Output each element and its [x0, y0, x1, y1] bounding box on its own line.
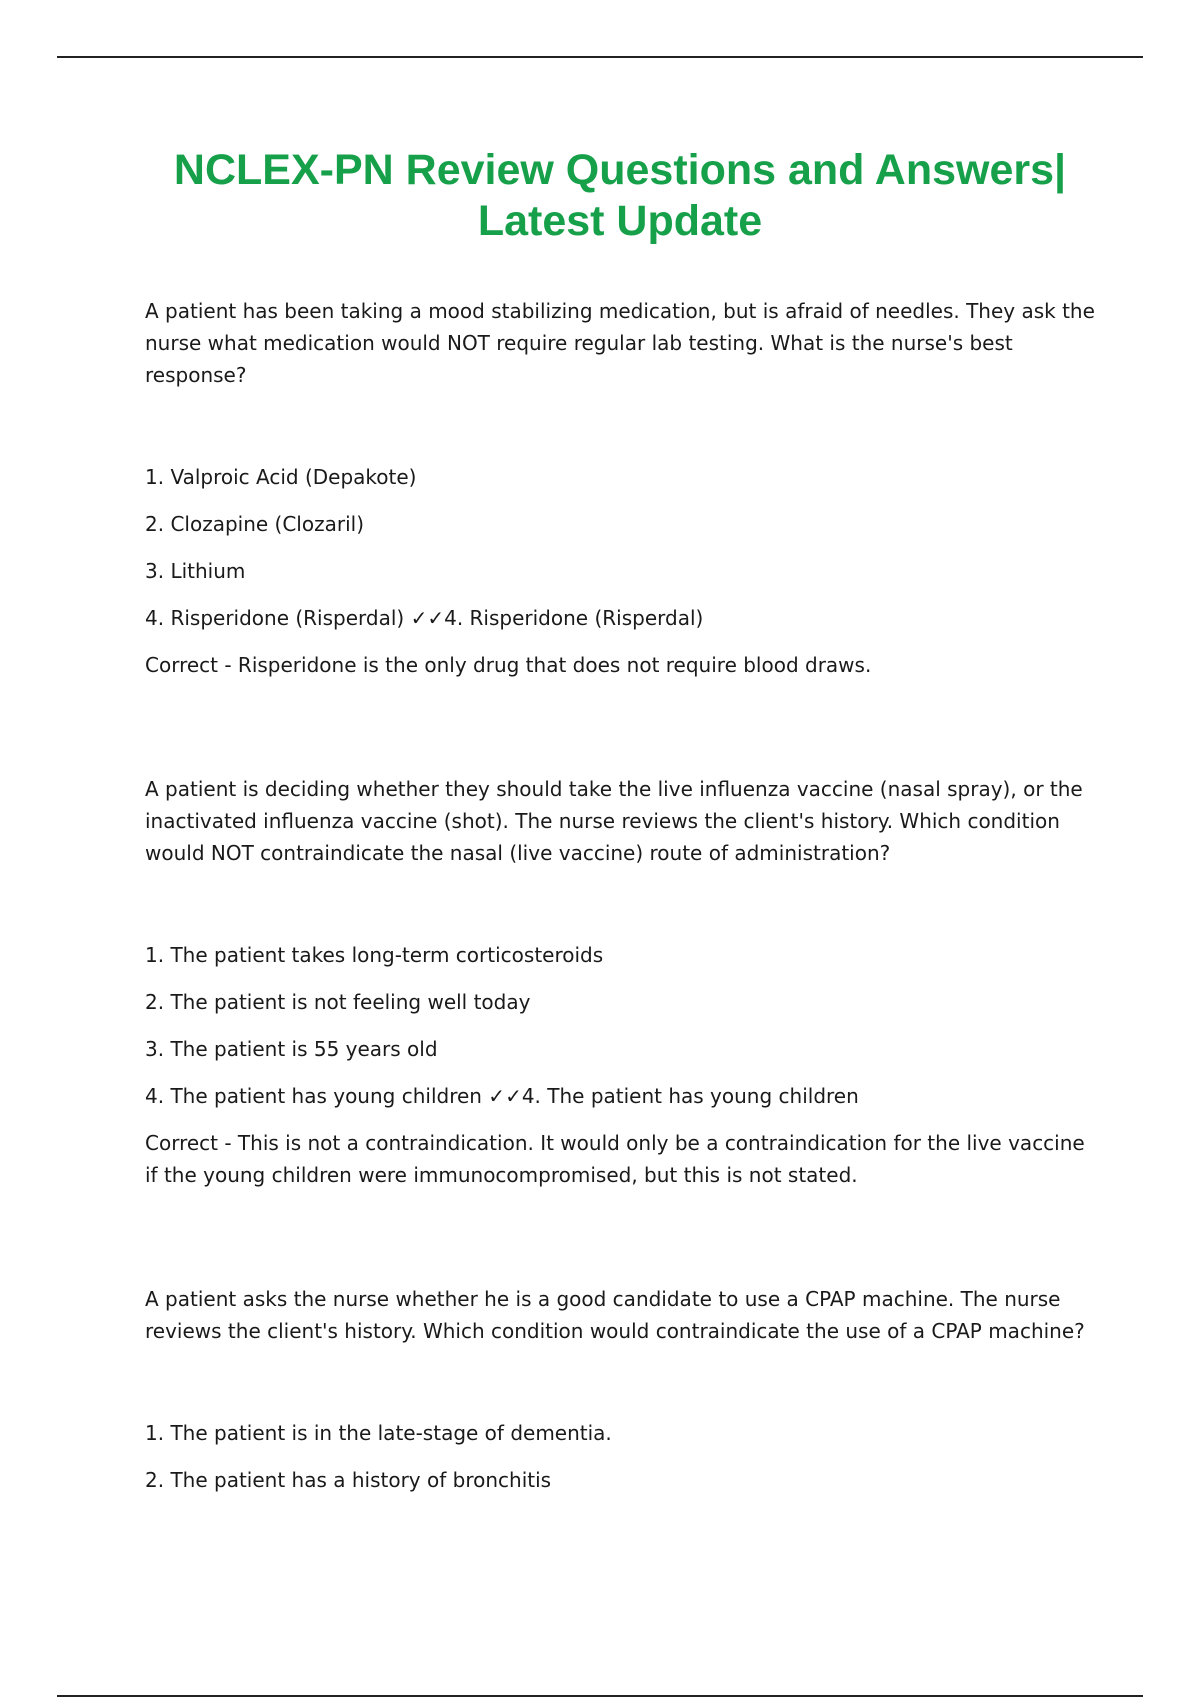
answer-option: 2. Clozapine (Clozaril): [145, 512, 364, 536]
answer-option-correct: 4. Risperidone (Risperdal) ✓✓4. Risperidone (Risperdal): [145, 606, 704, 630]
answer-option: 1. The patient takes long-term corticosteroids: [145, 943, 604, 967]
bottom-rule: [57, 1695, 1143, 1697]
answer-option: 3. Lithium: [145, 559, 246, 583]
question-text: A patient is deciding whether they should take the live influenza vaccine (nasal spray), or the inactivated influenza vaccine (shot). The nurse reviews the client's history. Which condition would NOT contraindicate the nasal (live vaccine) route of administration?: [145, 777, 1083, 865]
answer-rationale: Correct - This is not a contraindication. It would only be a contraindication for the live vaccine if the young children were immunocompromised, but this is not stated.: [145, 1131, 1085, 1187]
top-rule: [57, 56, 1143, 58]
document-title-line-2: Latest Update: [477, 197, 763, 245]
answer-rationale: Correct - Risperidone is the only drug that does not require blood draws.: [145, 653, 872, 677]
question-text: A patient asks the nurse whether he is a good candidate to use a CPAP machine. The nurse reviews the client's history. Which condition would contraindicate the use of a CPAP machine?: [145, 1287, 1085, 1343]
answer-option: 1. The patient is in the late-stage of dementia.: [145, 1421, 612, 1445]
question-block-2: [145, 773, 1095, 1191]
answer-option: 1. Valproic Acid (Depakote): [145, 465, 417, 489]
answer-option: 2. The patient has a history of bronchitis: [145, 1468, 552, 1492]
answer-option: 2. The patient is not feeling well today: [145, 990, 531, 1014]
question-block-1: [145, 295, 1095, 681]
question-block-3: [145, 1283, 1095, 1496]
answer-option: 3. The patient is 55 years old: [145, 1037, 438, 1061]
question-text: A patient has been taking a mood stabilizing medication, but is afraid of needles. They ask the nurse what medication would NOT require regular lab testing. What is the nurse's best response?: [145, 299, 1095, 387]
document-title: [100, 145, 1140, 247]
document-title-line-1: NCLEX-PN Review Questions and Answers|: [173, 146, 1067, 194]
questions-content: [145, 295, 1095, 1511]
answer-option-correct: 4. The patient has young children ✓✓4. The patient has young children: [145, 1084, 859, 1108]
